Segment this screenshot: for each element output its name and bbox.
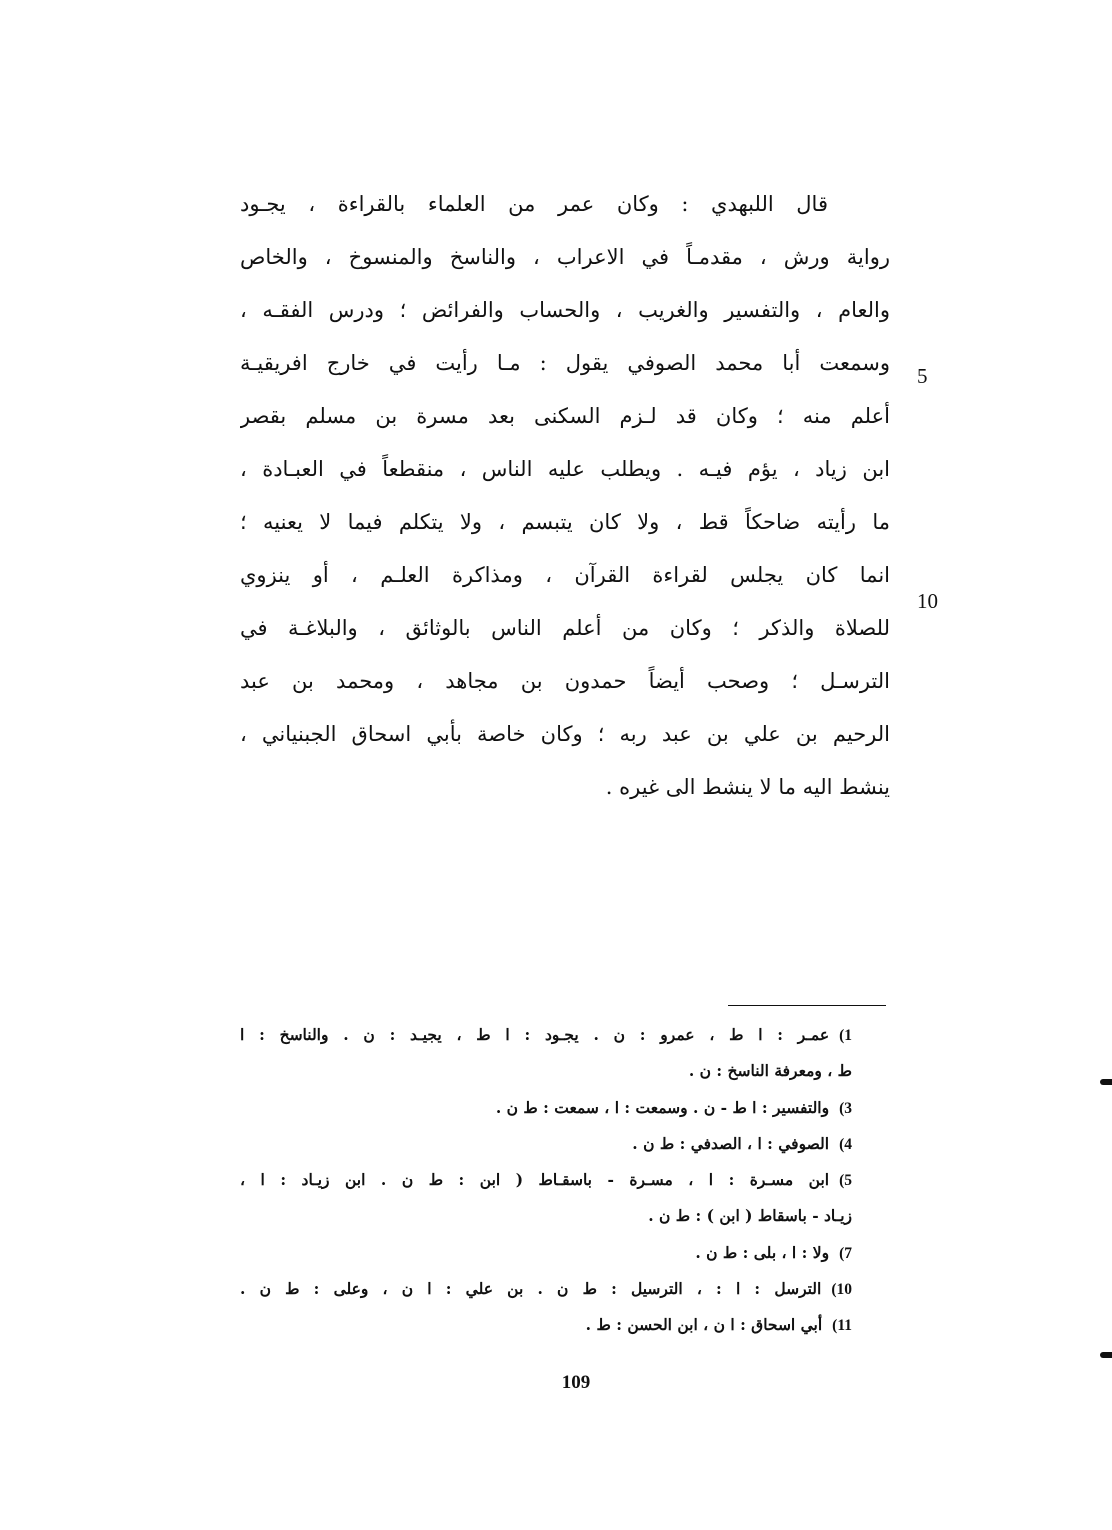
footnote-text: زيـاد - باسقاط ( ابن ) : ط ن . (648, 1206, 852, 1226)
footnote-divider (728, 1005, 886, 1006)
main-text-line: ما رأيته ضاحكاً قط ، ولا كان يتبسم ، ولا يتكلم فيما لا يعنيه ؛ (240, 510, 890, 534)
footnote-number: 10) (831, 1281, 852, 1299)
scan-edge-mark (1100, 1079, 1112, 1085)
footnote-text: الترسل : ا : ، الترسيل : ط ن . بن علي : ا ن ، وعلى : ط ن . (240, 1279, 822, 1299)
footnote-number: 1) (839, 1027, 852, 1044)
line-number: 10 (917, 589, 938, 613)
footnote-line (240, 1307, 852, 1343)
footnote-number: 11) (832, 1317, 852, 1335)
main-text-line: الترسـل ؛ وصحب أيضاً حمدون بن مجاهد ، ومحمد بن عبد (240, 669, 890, 693)
footnote-text: ابن مسـرة : ا ، مسـرة - باسقـاط ( ابن : ط ن . ابن زيـاد : ا ، (240, 1170, 830, 1190)
footnote-line (240, 1126, 852, 1162)
footnote-line (240, 1162, 852, 1198)
main-text-line: انما كان يجلس لقراءة القرآن ، ومذاكرة العلـم ، أو ينزوي (240, 563, 890, 587)
footnote-text: أبي اسحاق : ا ن ، ابن الحسن : ط . (585, 1315, 823, 1335)
footnote-line (240, 1053, 852, 1089)
line-number: 5 (917, 364, 928, 388)
scan-edge-mark (1100, 1352, 1112, 1358)
footnote-text: عمـر : ا ط ، عمرو : ن . يجـود : ا ط ، يجيـد : ن . والناسخ : ا (240, 1025, 830, 1044)
main-text-line: رواية ورش ، مقدمـاً في الاعراب ، والناسخ والمنسوخ ، والخاص (240, 245, 890, 269)
footnote-line (240, 1271, 852, 1307)
main-text-line: الرحيم بن علي بن عبد ربه ؛ وكان خاصة بأبي اسحاق الجبنياني ، (240, 722, 890, 746)
main-text-line: قال اللبهدي : وكان عمر من العلماء بالقراءة ، يجـود (240, 192, 828, 216)
main-text-line: للصلاة والذكر ؛ وكان من أعلم الناس بالوثائق ، والبلاغـة في (240, 616, 890, 640)
footnote-line (240, 1090, 852, 1126)
main-text-line: ينشط اليه ما لا ينشط الى غيره . (605, 775, 890, 799)
footnote-text: والتفسير : ا ط - ن . وسمعت : ا ، سمعت : ط ن . (495, 1097, 830, 1117)
footnote-line (240, 1235, 852, 1271)
main-text-line: ابن زياد ، يؤم فيـه . ويطلب عليه الناس ، منقطعاً في العبـادة ، (240, 457, 890, 481)
page-number: 109 (561, 1372, 591, 1393)
footnote-number: 7) (839, 1244, 852, 1262)
main-text-block (240, 178, 890, 814)
footnote-text: الصوفي : ا ، الصدفي : ط ن . (632, 1133, 830, 1153)
footnote-line (240, 1198, 852, 1234)
footnote-line (240, 1017, 852, 1053)
footnote-text: ولا : ا ، بلى : ط ن . (695, 1242, 830, 1262)
footnote-number: 4) (839, 1135, 852, 1153)
footnote-number: 3) (839, 1099, 852, 1117)
main-text-line: وسمعت أبا محمد الصوفي يقول : مـا رأيت في خارج افريقيـة (240, 351, 890, 375)
footnote-number: 5) (839, 1172, 852, 1190)
main-text-line: والعام ، والتفسير والغريب ، والحساب والفرائض ؛ ودرس الفقـه ، (240, 298, 890, 322)
main-text-line: أعلم منه ؛ وكان قد لـزم السكنى بعد مسرة بن مسلم بقصر (240, 404, 890, 428)
footnotes-block (240, 1017, 852, 1344)
footnote-text: ط ، ومعرفة الناسخ : ن . (688, 1061, 852, 1081)
